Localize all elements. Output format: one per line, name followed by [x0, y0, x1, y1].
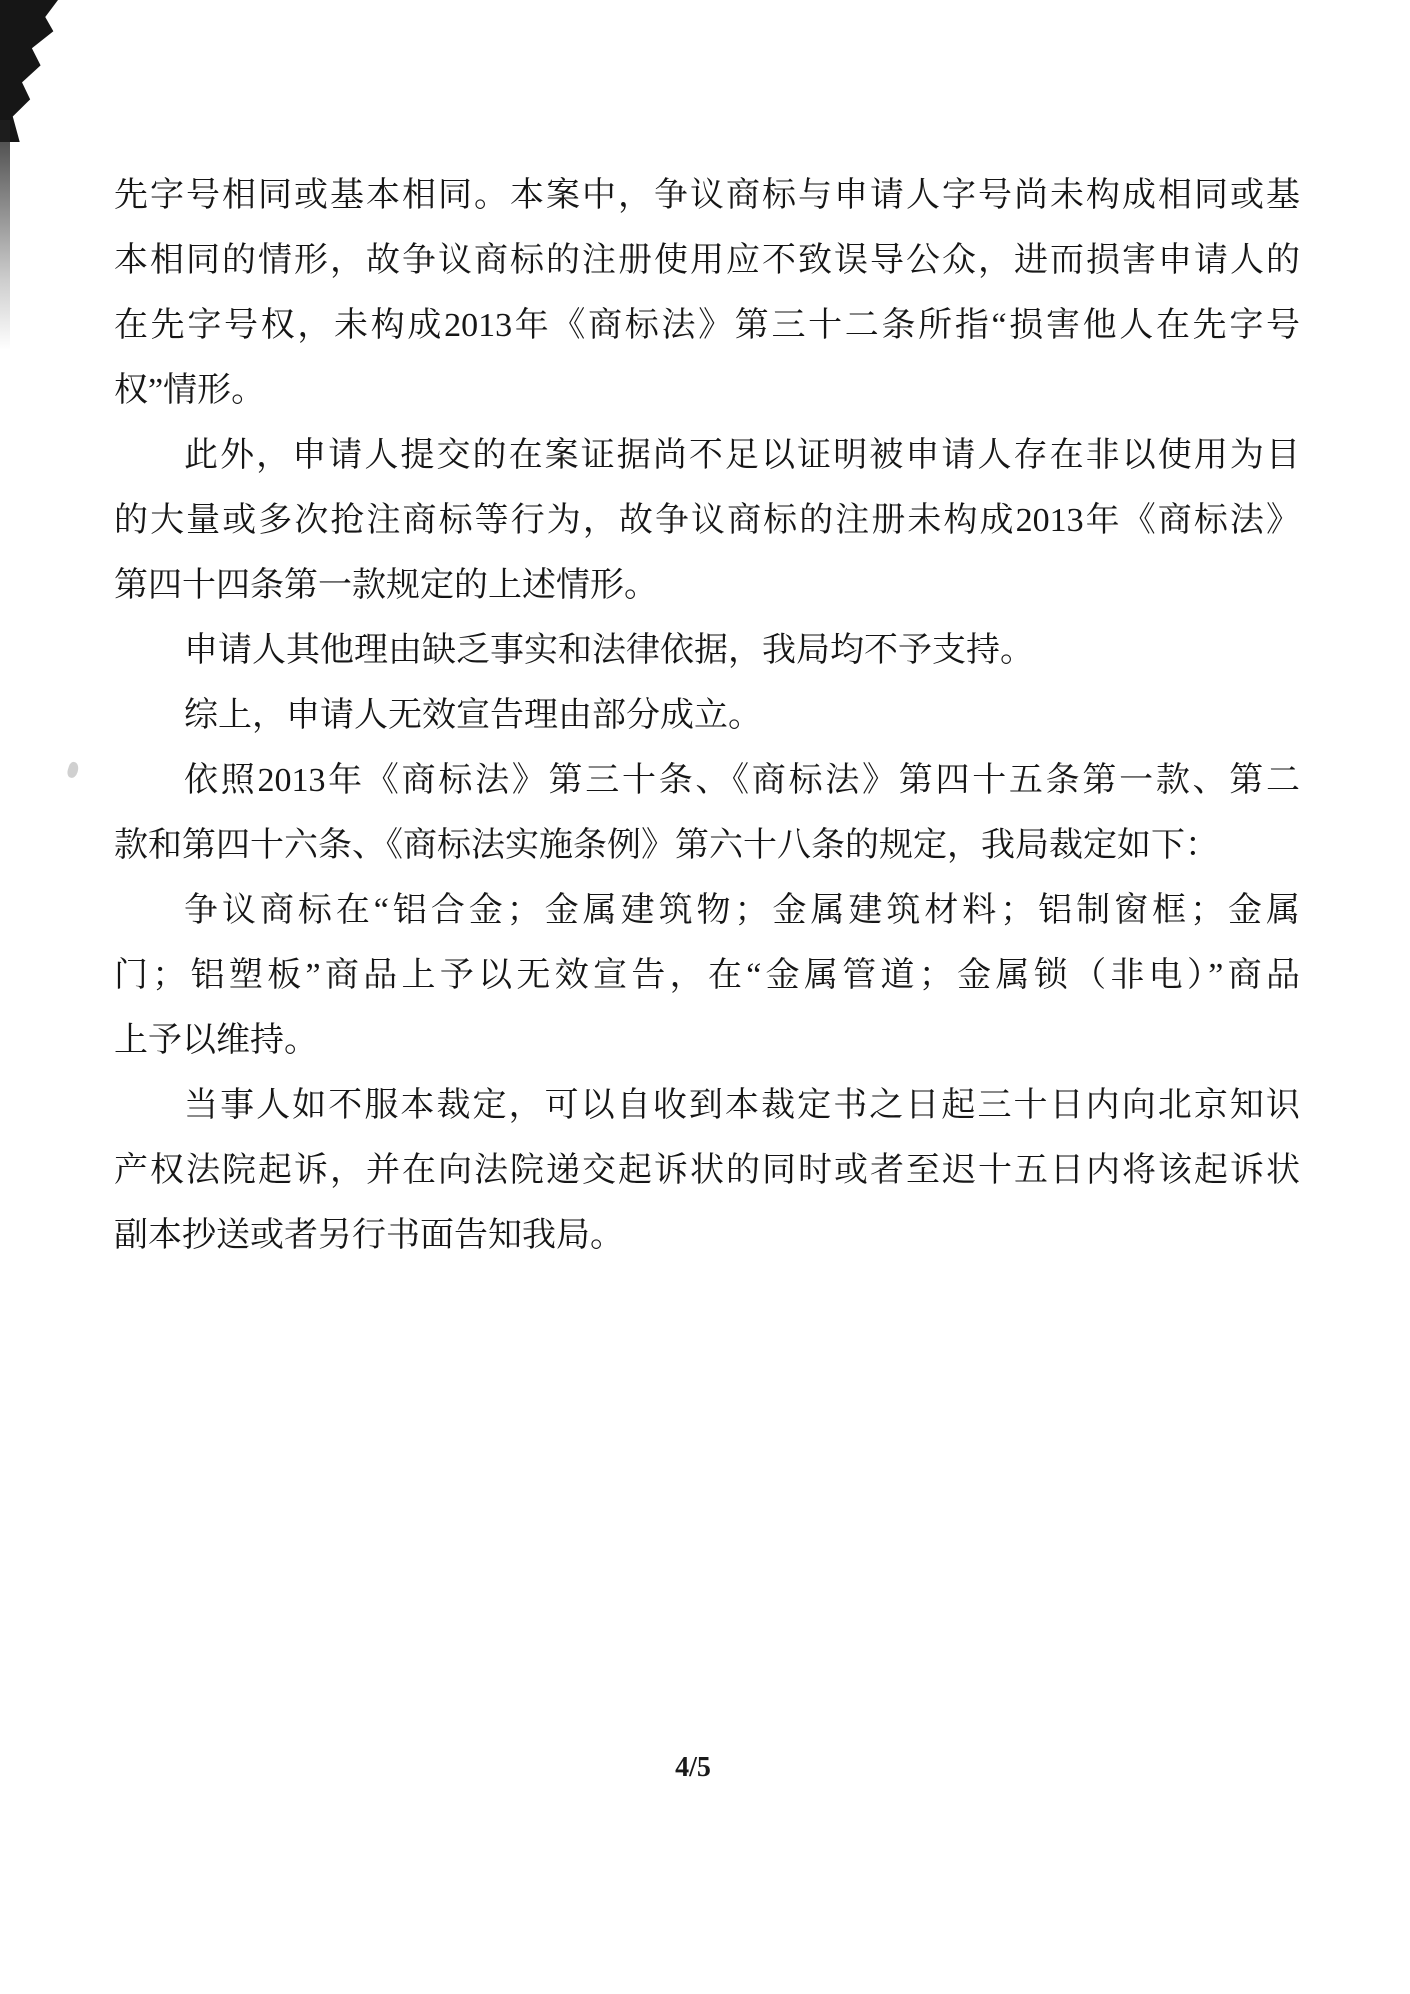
text-line: 先字号相同或基本相同。本案中，争议商标与申请人字号尚未构成相同或基 [114, 177, 1300, 214]
text-line: 副本抄送或者另行书面告知我局。 [114, 1217, 624, 1254]
text-line: 上予以维持。 [114, 1022, 318, 1059]
text-line: 争议商标在“铝合金；金属建筑物；金属建筑材料；铝制窗框；金属 [184, 892, 1300, 929]
text-line: 的大量或多次抢注商标等行为，故争议商标的注册未构成2013年《商标法》 [114, 502, 1300, 539]
scan-artifact-left-edge [0, 120, 10, 350]
text-line: 第四十四条第一款规定的上述情形。 [114, 567, 658, 604]
text-line: 综上，申请人无效宣告理由部分成立。 [184, 697, 762, 734]
text-line: 门；铝塑板”商品上予以无效宣告，在“金属管道；金属锁（非电）”商品 [114, 957, 1300, 994]
text-line: 申请人其他理由缺乏事实和法律依据，我局均不予支持。 [184, 632, 1034, 669]
body-text [114, 163, 1300, 1268]
text-line: 当事人如不服本裁定，可以自收到本裁定书之日起三十日内向北京知识 [184, 1087, 1300, 1124]
text-line: 依照2013年《商标法》第三十条、《商标法》第四十五条第一款、第二 [184, 762, 1300, 799]
text-line: 此外，申请人提交的在案证据尚不足以证明被申请人存在非以使用为目 [184, 437, 1300, 474]
text-line: 本相同的情形，故争议商标的注册使用应不致误导公众，进而损害申请人的 [114, 242, 1300, 279]
text-line: 权”情形。 [114, 372, 266, 409]
page-number: 4/5 [675, 1752, 711, 1783]
text-line: 产权法院起诉，并在向法院递交起诉状的同时或者至迟十五日内将该起诉状 [114, 1152, 1300, 1189]
text-line: 在先字号权，未构成2013年《商标法》第三十二条所指“损害他人在先字号 [114, 307, 1300, 344]
text-line: 款和第四十六条、《商标法实施条例》第六十八条的规定，我局裁定如下： [114, 827, 1219, 864]
scan-artifact-smudge [66, 761, 80, 779]
